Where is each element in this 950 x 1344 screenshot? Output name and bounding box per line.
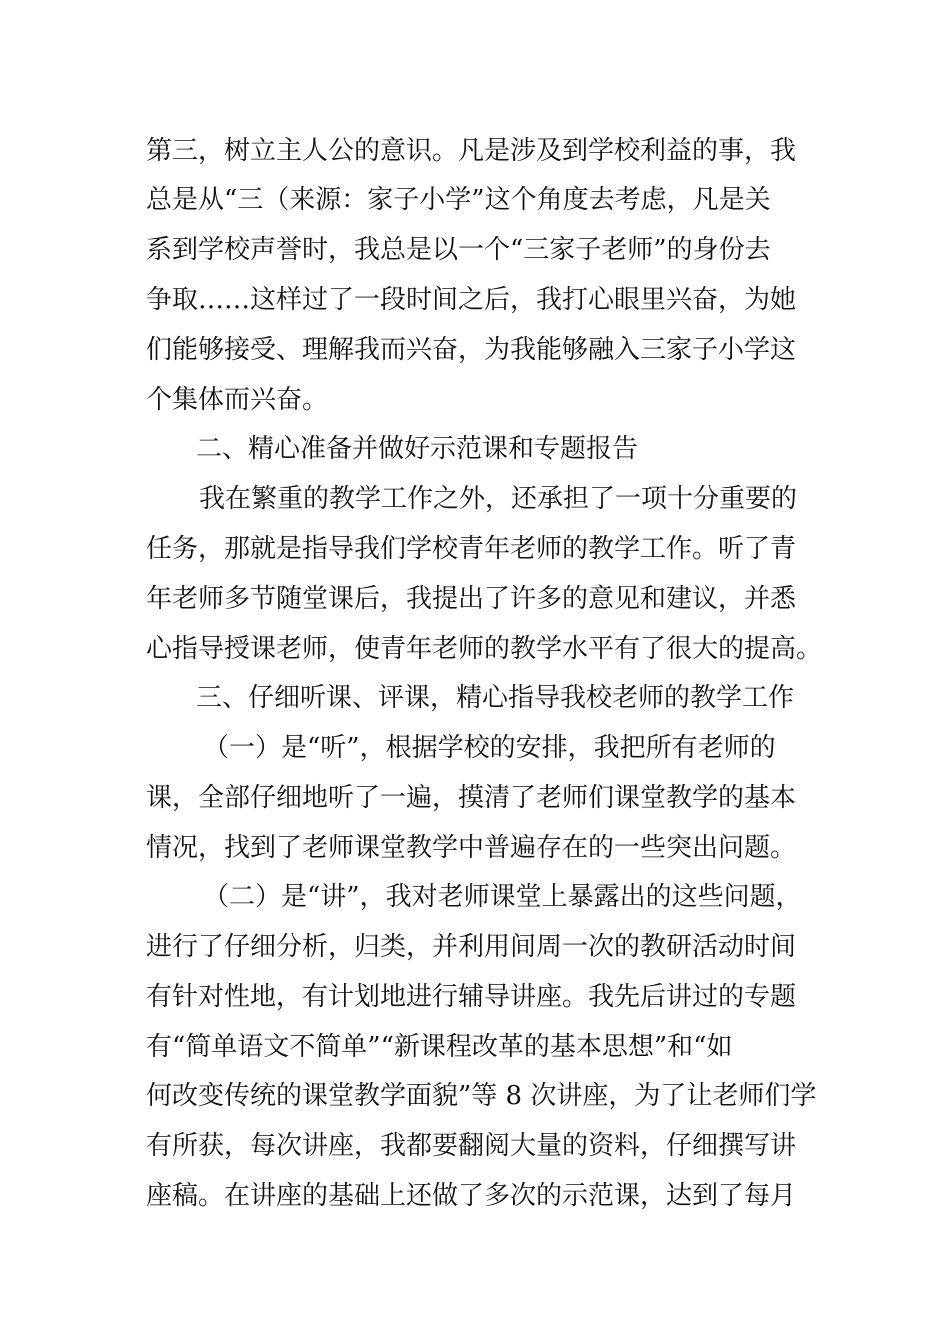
- text-line: 们能够接受、理解我而兴奋，为我能够融入三家子小学这: [146, 335, 797, 365]
- section-heading: 二、精心准备并做好示范课和专题报告: [196, 434, 639, 464]
- text-line: 年老师多节随堂课后，我提出了许多的意见和建议，并悉: [146, 584, 797, 614]
- text-line: 系到学校声誉时，我总是以一个“三家子老师”的身份去: [146, 235, 771, 265]
- text-line: 有所获，每次讲座，我都要翻阅大量的资料，仔细撰写讲: [146, 1131, 797, 1161]
- text-line: 第三，树立主人公的意识。凡是涉及到学校利益的事，我: [146, 136, 797, 166]
- text-line: 有针对性地，有计划地进行辅导讲座。我先后讲过的专题: [146, 982, 797, 1012]
- text-line: 何改变传统的课堂教学面貌”等 8 次讲座，为了让老师们学: [146, 1081, 817, 1111]
- text-line: 情况，找到了老师课堂教学中普遍存在的一些突出问题。: [146, 833, 797, 863]
- text-line: 任务，那就是指导我们学校青年老师的教学工作。听了青: [146, 534, 797, 564]
- text-line: 我在繁重的教学工作之外，还承担了一项十分重要的: [199, 484, 798, 514]
- text-line: （一）是“听”，根据学校的安排，我把所有老师的: [203, 733, 776, 763]
- text-line: 个集体而兴奋。: [146, 385, 329, 415]
- text-line: 总是从“三（来源：家子小学”这个角度去考虑，凡是关: [146, 185, 771, 215]
- section-heading: 三、仔细听课、评课，精心指导我校老师的教学工作: [196, 683, 795, 713]
- text-line: 心指导授课老师，使青年老师的教学水平有了很大的提高。: [146, 634, 823, 664]
- text-line: 争取……这样过了一段时间之后，我打心眼里兴奋，为她: [146, 285, 797, 315]
- text-line: （二）是“讲”，我对老师课堂上暴露出的这些问题，: [203, 882, 802, 912]
- text-line: 进行了仔细分析，归类，并利用间周一次的教研活动时间: [146, 932, 797, 962]
- text-line: 课，全部仔细地听了一遍，摸清了老师们课堂教学的基本: [146, 783, 797, 813]
- text-line: 座稿。在讲座的基础上还做了多次的示范课，达到了每月: [146, 1181, 797, 1211]
- text-line: 有“简单语文不简单”“新课程改革的基本思想”和“如: [146, 1032, 733, 1062]
